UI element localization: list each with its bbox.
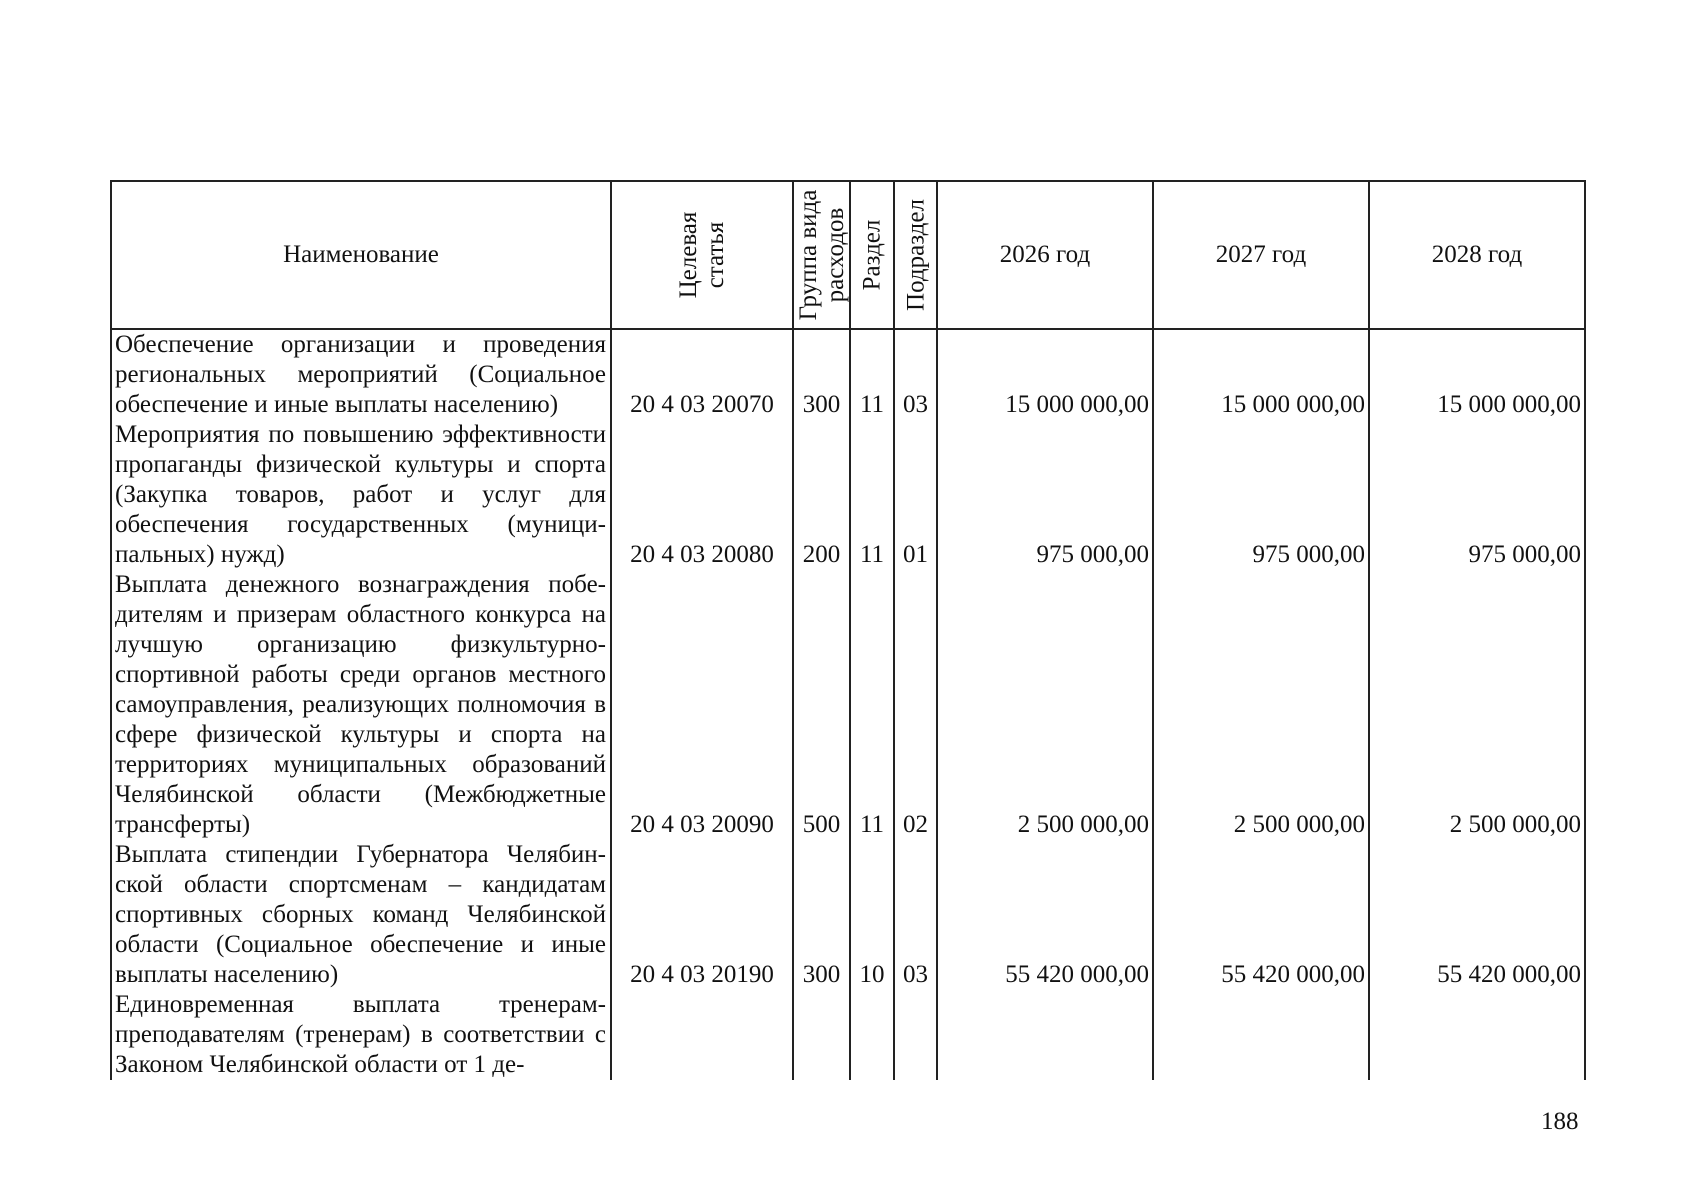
row-name: Обеспечение организации и проведения региональных мероприятий (Социальное обеспечение и иные выплаты населению) — [111, 329, 611, 420]
row-subsection: 01 — [894, 420, 937, 570]
row-section — [850, 990, 894, 1080]
row-name: Выплата денежного вознаграждения победителям и призерам областного конкурса на лучшую организацию физкультурно-спортивной работы среди органов местного самоуправления, реализующих полномочия в сфере физической культуры и спорта на территориях муниципальных образований Челябинской области (Межбюджетные трансферты) — [111, 570, 611, 840]
row-2027: 2 500 000,00 — [1153, 570, 1369, 840]
row-2028: 975 000,00 — [1369, 420, 1585, 570]
row-2026: 975 000,00 — [937, 420, 1153, 570]
page-number: 188 — [1541, 1108, 1579, 1135]
header-section-label: Раздел — [858, 219, 886, 291]
row-group: 300 — [793, 329, 850, 420]
row-section: 11 — [850, 329, 894, 420]
row-group: 200 — [793, 420, 850, 570]
table-row — [111, 420, 1585, 570]
row-target: 20 4 03 20190 — [611, 840, 793, 990]
row-2027: 15 000 000,00 — [1153, 329, 1369, 420]
row-2026: 15 000 000,00 — [937, 329, 1153, 420]
row-target — [611, 990, 793, 1080]
row-2027: 975 000,00 — [1153, 420, 1369, 570]
header-section — [850, 181, 894, 329]
header-expense-line2: расходов — [821, 207, 849, 303]
row-section: 11 — [850, 420, 894, 570]
row-target: 20 4 03 20090 — [611, 570, 793, 840]
table-row — [111, 329, 1585, 420]
row-2028 — [1369, 990, 1585, 1080]
row-name: Мероприятия по повышению эффективности пропаганды физической культуры и спорта (Закупка товаров, работ и услуг для обеспечения государственных (муниципальных) нужд) — [111, 420, 611, 570]
row-2028: 55 420 000,00 — [1369, 840, 1585, 990]
row-name: Единовременная выплата тренерам-преподавателям (тренерам) в соответствии с Законом Челябинской области от 1 де- — [111, 990, 611, 1080]
header-2026: 2026 год — [937, 181, 1153, 329]
row-target: 20 4 03 20070 — [611, 329, 793, 420]
header-2027: 2027 год — [1153, 181, 1369, 329]
row-2028: 15 000 000,00 — [1369, 329, 1585, 420]
row-subsection: 02 — [894, 570, 937, 840]
row-2027 — [1153, 990, 1369, 1080]
row-2026: 55 420 000,00 — [937, 840, 1153, 990]
row-2028: 2 500 000,00 — [1369, 570, 1585, 840]
row-group: 300 — [793, 840, 850, 990]
header-target-line1: Целевая — [675, 211, 702, 299]
header-name: Наименование — [111, 181, 611, 329]
header-2028: 2028 год — [1369, 181, 1585, 329]
header-row — [111, 181, 1585, 329]
header-expense-group — [793, 181, 850, 329]
row-subsection — [894, 990, 937, 1080]
row-group — [793, 990, 850, 1080]
table-row — [111, 990, 1585, 1080]
header-target-line2: статья — [702, 221, 729, 289]
table-row — [111, 840, 1585, 990]
row-subsection: 03 — [894, 840, 937, 990]
row-2026 — [937, 990, 1153, 1080]
header-target-article — [611, 181, 793, 329]
row-section: 10 — [850, 840, 894, 990]
budget-table — [110, 180, 1586, 1080]
header-expense-line1: Группа вида — [794, 189, 822, 321]
header-subsection-label: Подраздел — [902, 199, 929, 311]
row-2027: 55 420 000,00 — [1153, 840, 1369, 990]
row-group: 500 — [793, 570, 850, 840]
row-target: 20 4 03 20080 — [611, 420, 793, 570]
row-section: 11 — [850, 570, 894, 840]
table-row — [111, 570, 1585, 840]
row-name: Выплата стипендии Губернатора Челябинской области спортсменам – кандидатам спортивных сборных команд Челябинской области (Социальное обеспечение и иные выплаты населению) — [111, 840, 611, 990]
row-2026: 2 500 000,00 — [937, 570, 1153, 840]
row-subsection: 03 — [894, 329, 937, 420]
header-subsection — [894, 181, 937, 329]
